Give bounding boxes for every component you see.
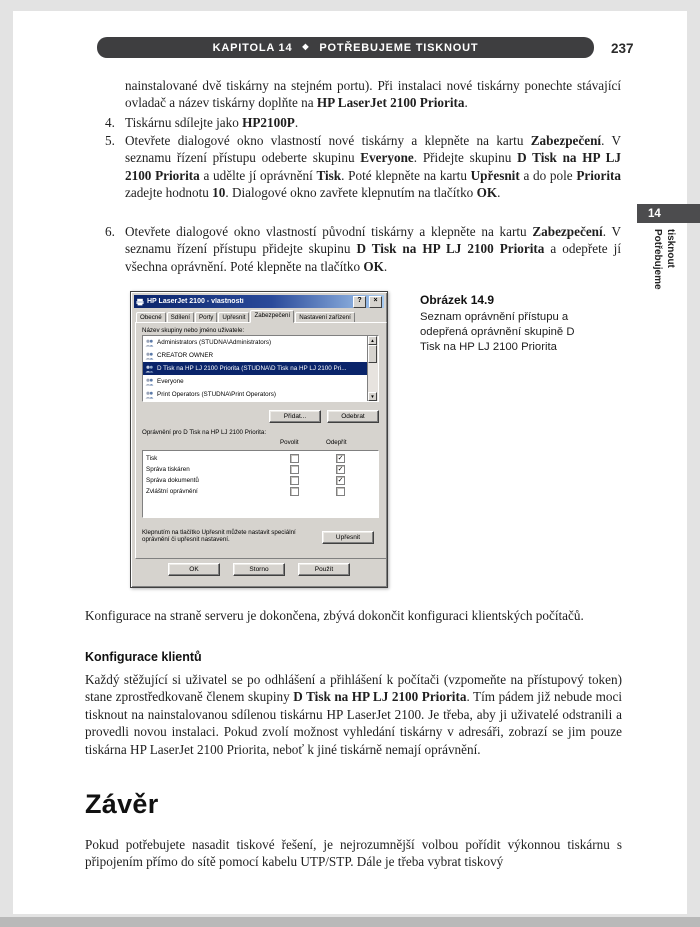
allow-checkbox[interactable] — [290, 487, 299, 496]
user-row[interactable] — [143, 388, 378, 401]
scrollbar[interactable] — [367, 336, 378, 401]
permission-name: Správa tiskáren — [146, 466, 190, 473]
apply-button[interactable]: Použít — [298, 563, 350, 576]
list-item-4 — [105, 114, 621, 131]
figure-label: Obrázek 14.9 — [420, 293, 495, 307]
group-icon — [145, 378, 154, 386]
dialog-title: HP LaserJet 2100 - vlastnosti — [147, 298, 244, 305]
list-item-6 — [105, 223, 621, 275]
permission-name: Správa dokumentů — [146, 477, 199, 484]
scrollbar-thumb[interactable] — [368, 345, 377, 363]
help-button[interactable]: ? — [353, 296, 366, 308]
tab-nastaveni-zarizeni[interactable]: Nastavení zařízení — [295, 312, 355, 323]
security-tab-page — [135, 322, 387, 559]
list-number: 6. — [105, 224, 115, 239]
chapter-header-bar — [97, 37, 594, 58]
add-button[interactable]: Přidat... — [269, 410, 321, 423]
dialog-button-row — [131, 563, 387, 576]
figure-caption — [420, 293, 588, 355]
cancel-button[interactable]: Storno — [233, 563, 285, 576]
user-name: Administrators (STUDNA\Administrators) — [157, 339, 272, 346]
scroll-down-icon[interactable]: ▼ — [368, 392, 377, 401]
conclusion-paragraph: Pokud potřebujete nasadit tiskové řešení, je nejrozumnější volbou pořídit výkonnou tiskárnu s připojením přímo do sítě pomocí kabelu UTP/STP. Dále je třeba vybrat tiskový — [85, 837, 622, 870]
user-row-selected[interactable] — [143, 362, 378, 375]
allow-checkbox[interactable] — [290, 476, 299, 485]
clients-paragraph: Každý stěžující si uživatel se po odhlášení a přihlášení k počítači (vzpomeňte na přístupový token) stane zprostředkovaně členem skupiny D Tisk na HP LJ 2100 Priorita. Tím pádem již nebude moci tisknout na nainstalovanou sdílenou tiskárnu HP LaserJet 2100. Je třeba, aby ji uživatelé odstranili a provedli novou instalaci. Pokud zvolí možnost vyhledání tiskárny v adresáři, zobrazí se jim pouze tiskárna HP LaserJet 2100 Priorita, neboť k jiné tiskárně nemají oprávnění. — [85, 672, 622, 757]
deny-column-header: Odepřít — [326, 439, 347, 446]
allow-checkbox[interactable] — [290, 465, 299, 474]
intro-paragraph: nainstalované dvě tiskárny na stejném portu). Při instalaci nové tiskárny ponechte stávající ovladač a název tiskárny doplňte na HP LaserJet 2100 Priorita. — [125, 78, 621, 111]
user-name: Everyone — [157, 378, 184, 385]
users-list[interactable] — [142, 335, 379, 402]
dialog-titlebar[interactable] — [134, 295, 384, 308]
properties-dialog — [130, 291, 388, 588]
list-item-text: Otevřete dialogové okno vlastností původní tiskárny a klepněte na kartu Zabezpečení. V seznamu řízení přístupu přidejte skupinu D Tisk na HP LJ 2100 Priorita a odepřete jí všechna oprávnění. Poté klepněte na tlačítko OK. — [125, 224, 621, 274]
page-number: 237 — [611, 41, 634, 56]
list-item-text: Otevřete dialogové okno vlastností nové tiskárny a klepněte na kartu Zabezpečení. V seznamu řízení přístupu odeberte skupinu Everyone. Přidejte skupinu D Tisk na HP LJ 2100 Priorita a udělte jí oprávnění Tisk. Poté klepněte na kartu Upřesnit a do pole Priorita zadejte hodnotu 10. Dialogové okno zavřete klepnutím na tlačítko OK. — [125, 133, 622, 201]
group-icon — [145, 391, 154, 399]
ok-button[interactable]: OK — [168, 563, 220, 576]
permission-name: Zvláštní oprávnění — [146, 488, 198, 495]
deny-checkbox[interactable] — [336, 465, 345, 474]
deny-checkbox[interactable] — [336, 487, 345, 496]
scroll-up-icon[interactable]: ▲ — [368, 336, 377, 345]
group-icon — [145, 339, 154, 347]
deny-checkbox[interactable] — [336, 476, 345, 485]
chapter-title: POTŘEBUJEME TISKNOUT — [319, 41, 479, 54]
side-tab-number — [637, 204, 700, 223]
group-icon — [145, 365, 154, 373]
close-button[interactable]: × — [369, 296, 382, 308]
page-bottom-edge — [0, 917, 700, 927]
printer-icon — [136, 298, 144, 306]
figure-caption-text: Seznam oprávnění přístupu a odepřená oprávnění skupině D Tisk na HP LJ 2100 Priorita — [420, 311, 575, 353]
user-row[interactable] — [143, 349, 378, 362]
tab-sdileni[interactable]: Sdílení — [167, 312, 194, 323]
user-name: D Tisk na HP LJ 2100 Priorita (STUDNA\D Tisk na HP LJ 2100 Pri... — [157, 365, 347, 372]
group-icon — [145, 352, 154, 360]
permission-name: Tisk — [146, 455, 158, 462]
user-name: CREATOR OWNER — [157, 352, 214, 359]
advanced-note: Klepnutím na tlačítko Upřesnit můžete nastavit speciální oprávnění či upřesnit nastavení. — [142, 529, 296, 544]
allow-checkbox[interactable] — [290, 454, 299, 463]
permission-row — [143, 486, 378, 497]
tab-zabezpeceni[interactable]: Zabezpečení — [250, 310, 294, 323]
list-number: 4. — [105, 115, 115, 130]
permissions-list — [142, 450, 379, 518]
chapter-label: KAPITOLA 14 — [212, 41, 293, 54]
tab-obecne[interactable]: Obecné — [136, 312, 166, 323]
tab-porty[interactable]: Porty — [195, 312, 217, 323]
clients-heading: Konfigurace klientů — [85, 650, 202, 664]
permission-row — [143, 453, 378, 464]
deny-checkbox[interactable] — [336, 454, 345, 463]
remove-button[interactable]: Odebrat — [327, 410, 379, 423]
users-list-label: Název skupiny nebo jméno uživatele: — [142, 327, 245, 334]
server-done-paragraph: Konfigurace na straně serveru je dokončena, zbývá dokončit konfiguraci klientských počítačů. — [85, 608, 584, 623]
side-tab-number-text: 14 — [648, 207, 661, 220]
advanced-button[interactable]: Upřesnit — [322, 531, 374, 544]
user-row[interactable] — [143, 336, 378, 349]
tab-upresnit[interactable]: Upřesnit — [218, 312, 249, 323]
allow-column-header: Povolit — [280, 439, 299, 446]
side-tab-label: Potřebujeme tisknout — [652, 229, 676, 290]
list-number: 5. — [105, 133, 115, 148]
conclusion-heading: Závěr — [85, 789, 159, 819]
permission-row — [143, 475, 378, 486]
list-item-text: Tiskárnu sdílejte jako HP2100P. — [125, 115, 299, 130]
permissions-label: Oprávnění pro D Tisk na HP LJ 2100 Priorita: — [142, 429, 267, 436]
diamond-icon: ◆ — [302, 42, 310, 51]
user-row[interactable] — [143, 375, 378, 388]
user-name: Print Operators (STUDNA\Print Operators) — [157, 391, 276, 398]
permission-row — [143, 464, 378, 475]
list-item-5 — [105, 132, 622, 202]
